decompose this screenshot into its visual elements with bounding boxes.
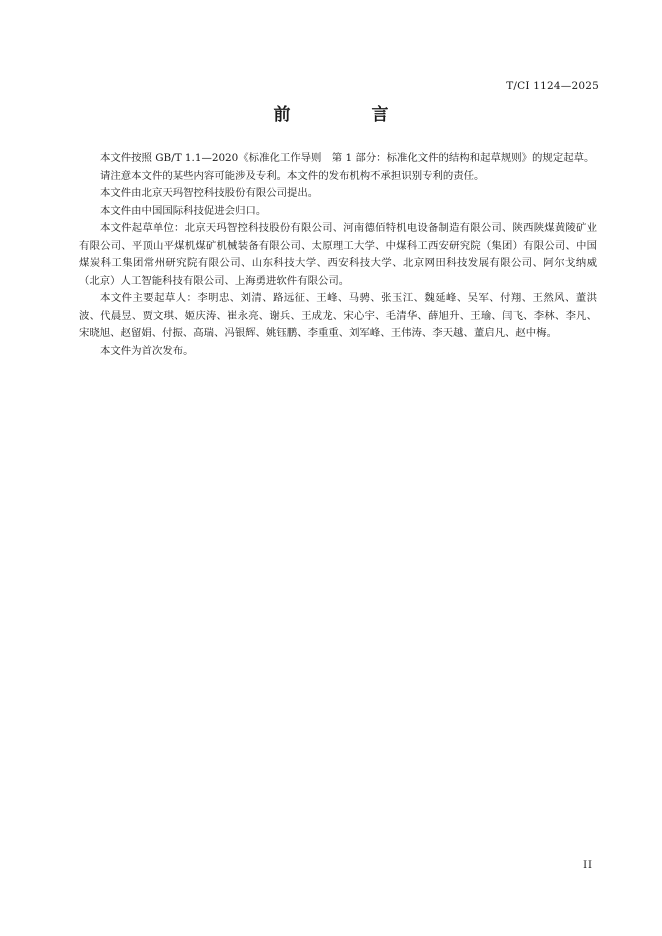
paragraph-drafting-units: 本文件起草单位：北京天玛智控科技股份有限公司、河南德佰特机电设备制造有限公司、陕西陕煤黄陵矿业有限公司、平顶山平煤机煤矿机械装备有限公司、太原理工大学、中煤科工西安研究院（集团）有限公司、中国煤炭科工集团常州研究院有限公司、山东科技大学、西安科技大学、北京网田科技发展有限公司、阿尔戈纳威（北京）人工智能科技有限公司、上海勇进软件有限公司。 <box>79 222 597 287</box>
document-id: T/CI 1124—2025 <box>506 80 599 92</box>
paragraph-drafting-rules: 本文件按照 GB/T 1.1—2020《标准化工作导则 第 1 部分：标准化文件的结构和起草规则》的规定起草。 <box>100 152 595 164</box>
paragraph-drafters: 本文件主要起草人：李明忠、刘清、路远征、王峰、马骋、张玉江、魏延峰、吴军、付翔、王然风、董洪波、代晨昱、贾文琪、姬庆涛、崔永亮、谢兵、王成龙、宋心宇、毛清华、薛旭升、王瑜、闫飞、李林、李凡、宋晓旭、赵留娟、付振、高瑞、冯银辉、姚钰鹏、李重重、刘军峰、王伟涛、李天越、董启凡、赵中梅。 <box>79 292 597 339</box>
paragraph-patent-notice: 请注意本文件的某些内容可能涉及专利。本文件的发布机构不承担识别专利的责任。 <box>100 169 485 182</box>
paragraph-administrator: 本文件由中国国际科技促进会归口。 <box>100 204 267 217</box>
page-title: 前 言 <box>273 105 421 125</box>
paragraph-first-release: 本文件为首次发布。 <box>100 344 194 357</box>
page-number: II <box>583 860 593 871</box>
document-body <box>79 150 597 360</box>
paragraph-proposer: 本文件由北京天玛智控科技股份有限公司提出。 <box>100 187 319 199</box>
